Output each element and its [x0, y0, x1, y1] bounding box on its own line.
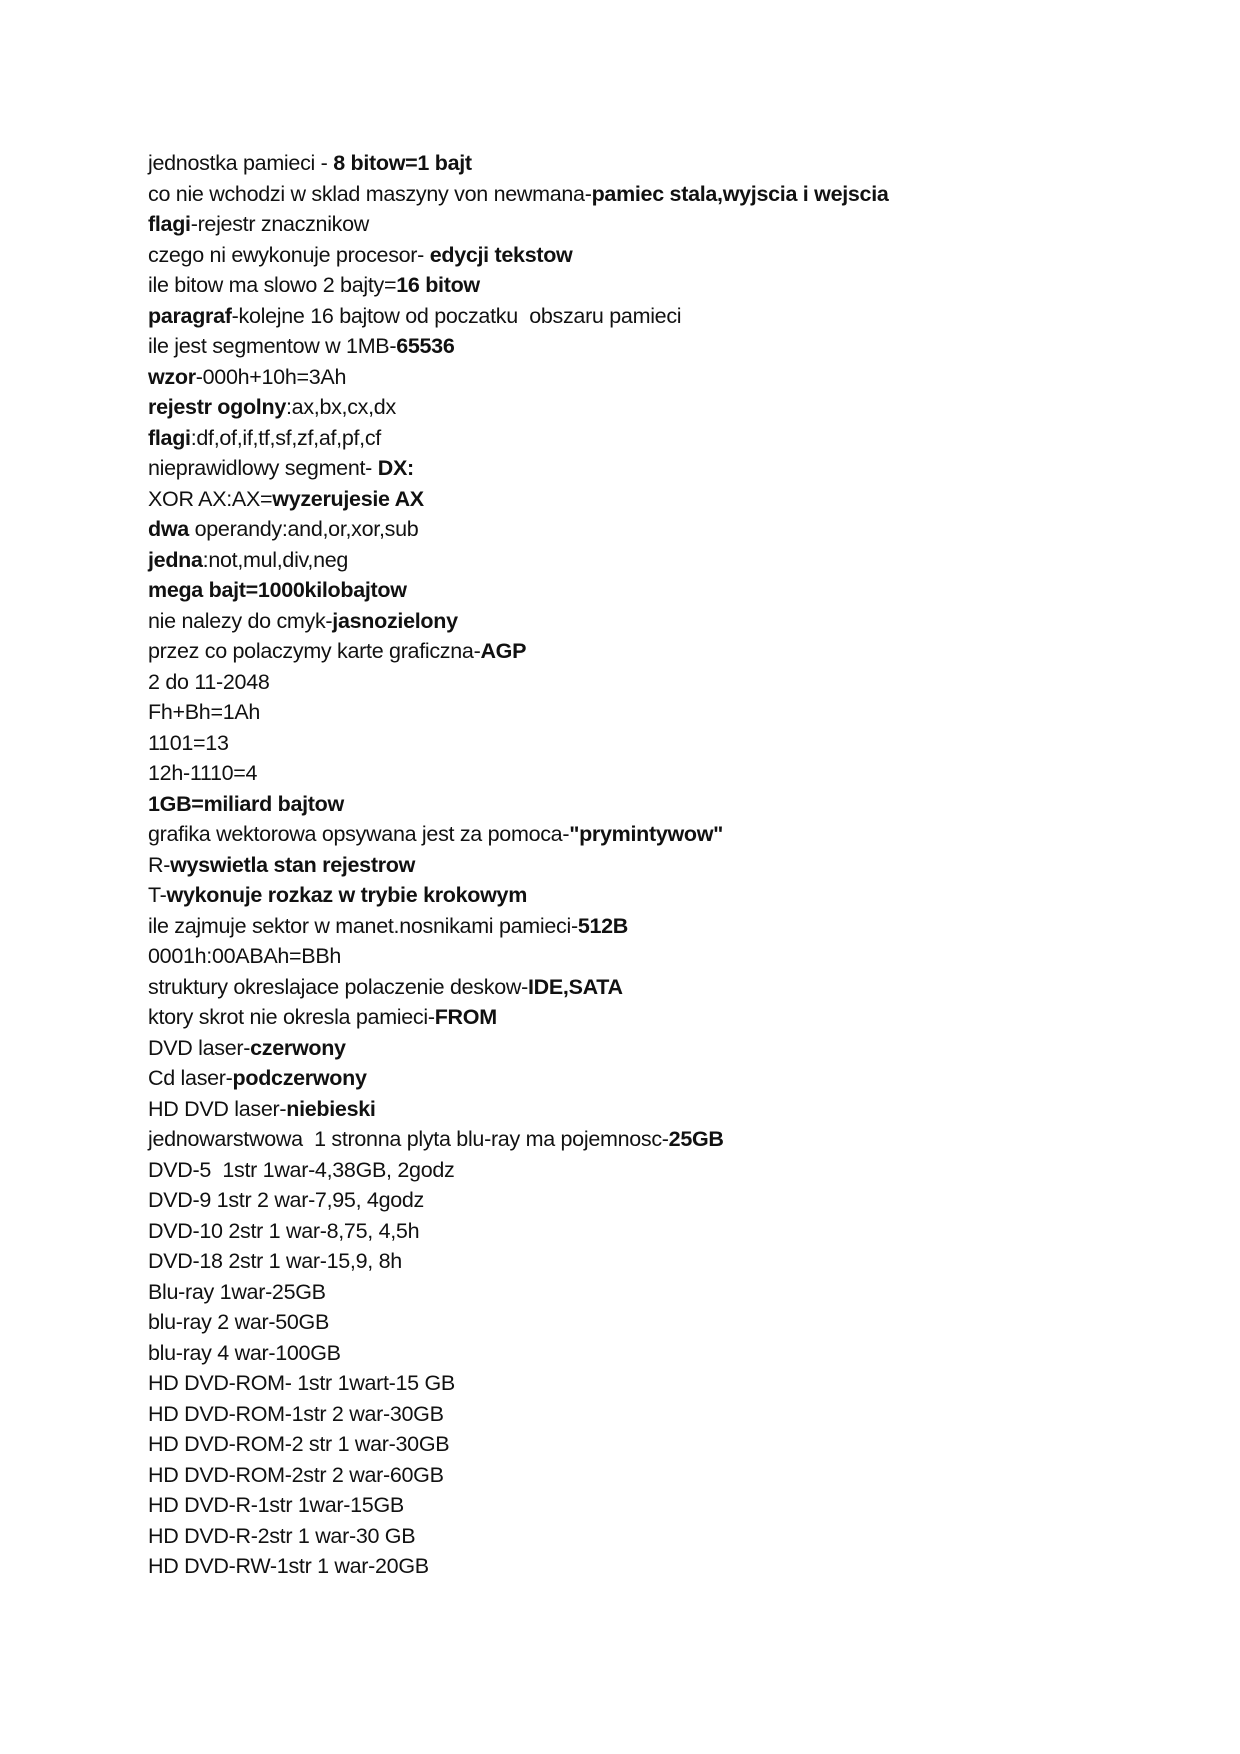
text-segment: 1101=13 [148, 730, 229, 755]
text-line [148, 1094, 1148, 1125]
text-line [148, 1033, 1148, 1064]
bold-text: edycji tekstow [429, 242, 573, 267]
notes-list [148, 148, 1148, 1582]
text-line [148, 1307, 1148, 1338]
text-line [148, 1216, 1148, 1247]
text-line [148, 1338, 1148, 1369]
bold-text: 65536 [396, 334, 455, 358]
text-line [148, 819, 1148, 850]
text-segment: :ax,bx,cx,dx [285, 395, 396, 419]
text-segment: 2 do 11-2048 [148, 669, 270, 694]
text-line [148, 392, 1148, 423]
text-segment: T- [148, 883, 167, 907]
text-segment: DVD-10 2str 1 war-8,75, 4,5h [148, 1218, 420, 1243]
text-line [148, 453, 1148, 484]
text-line [148, 1460, 1148, 1491]
bold-text: pamiec stala,wyjscia i wejscia [591, 181, 889, 206]
text-line [148, 941, 1148, 972]
text-segment: czego ni ewykonuje procesor- [148, 242, 430, 267]
text-line [148, 423, 1148, 454]
text-segment: R- [148, 852, 171, 877]
bold-text: FROM [434, 1005, 497, 1029]
text-line [148, 667, 1148, 698]
text-segment: DVD-18 2str 1 war-15,9, 8h [148, 1249, 402, 1273]
text-line [148, 1368, 1148, 1399]
text-line [148, 1155, 1148, 1186]
bold-text: wykonuje rozkaz w trybie krokowym [166, 883, 528, 907]
text-line [148, 850, 1148, 881]
text-segment: :df,of,if,tf,sf,zf,af,pf,cf [190, 425, 381, 450]
text-segment: przez co polaczymy karte graficzna- [148, 639, 481, 663]
bold-text: wyzerujesie AX [272, 486, 424, 511]
text-line [148, 301, 1148, 332]
text-line [148, 1246, 1148, 1277]
text-line [148, 545, 1148, 576]
text-line [148, 331, 1148, 362]
text-segment: Cd laser- [148, 1066, 233, 1090]
text-segment: ile bitow ma slowo 2 bajty= [148, 273, 397, 297]
text-line [148, 697, 1148, 728]
text-segment: jednowarstwowa 1 stronna plyta blu-ray ma pojemnosc- [148, 1127, 669, 1151]
text-line [148, 911, 1148, 942]
text-segment: XOR AX:AX= [148, 486, 273, 511]
text-segment: jednostka pamieci - [148, 151, 334, 175]
text-line [148, 1002, 1148, 1033]
text-segment: 0001h:00ABAh=BBh [148, 944, 342, 968]
text-segment: HD DVD-R-1str 1war-15GB [148, 1493, 404, 1517]
bold-text: wyswietla stan rejestrow [170, 852, 416, 877]
text-line [148, 636, 1148, 667]
text-segment: HD DVD laser- [148, 1096, 287, 1121]
text-segment: blu-ray 4 war-100GB [148, 1340, 341, 1365]
bold-text: mega bajt=1000kilobajtow [148, 578, 407, 602]
bold-text: jasnozielony [332, 608, 458, 633]
text-segment: DVD-9 1str 2 war-7,95, 4godz [148, 1188, 425, 1212]
text-segment: HD DVD-RW-1str 1 war-20GB [148, 1554, 429, 1578]
text-segment: blu-ray 2 war-50GB [148, 1310, 330, 1334]
bold-text: 16 bitow [396, 273, 480, 297]
text-line [148, 1429, 1148, 1460]
text-segment: nie nalezy do cmyk- [148, 608, 333, 633]
text-segment: ktory skrot nie okresla pamieci- [148, 1005, 435, 1029]
text-segment: ile jest segmentow w 1MB- [148, 334, 397, 358]
bold-text: 1GB=miliard bajtow [148, 791, 344, 816]
text-segment: -kolejne 16 bajtow od poczatku obszaru pamieci [231, 303, 682, 328]
bold-text: AGP [480, 639, 527, 663]
text-segment: ile zajmuje sektor w manet.nosnikami pamieci- [148, 913, 578, 938]
text-line [148, 880, 1148, 911]
bold-text: czerwony [250, 1035, 346, 1060]
text-line [148, 209, 1148, 240]
text-line [148, 728, 1148, 759]
bold-text: niebieski [286, 1096, 376, 1121]
text-line [148, 1185, 1148, 1216]
bold-text: flagi [148, 425, 191, 450]
text-line [148, 606, 1148, 637]
text-line [148, 1521, 1148, 1552]
bold-text: 25GB [668, 1127, 724, 1151]
text-line [148, 1063, 1148, 1094]
text-segment: HD DVD-ROM-2str 2 war-60GB [148, 1462, 444, 1487]
bold-text: wzor [148, 364, 196, 389]
text-line [148, 972, 1148, 1003]
bold-text: "prymintywow" [569, 822, 724, 846]
text-line [148, 1551, 1148, 1582]
text-line [148, 484, 1148, 515]
text-line [148, 1490, 1148, 1521]
bold-text: IDE,SATA [527, 974, 623, 999]
text-segment: struktury okreslajace polaczenie deskow- [148, 974, 528, 999]
text-line [148, 362, 1148, 393]
text-line [148, 758, 1148, 789]
bold-text: DX: [377, 456, 414, 480]
text-segment: nieprawidlowy segment- [148, 456, 378, 480]
text-segment: HD DVD-ROM-2 str 1 war-30GB [148, 1432, 450, 1456]
bold-text: flagi [148, 212, 191, 236]
text-line [148, 179, 1148, 210]
text-line [148, 240, 1148, 271]
text-line [148, 575, 1148, 606]
text-segment: DVD-5 1str 1war-4,38GB, 2godz [148, 1157, 455, 1182]
bold-text: paragraf [148, 303, 232, 328]
text-segment: operandy:and,or,xor,sub [188, 517, 419, 541]
text-line [148, 514, 1148, 545]
bold-text: 512B [577, 913, 629, 938]
bold-text: jedna [148, 547, 203, 572]
text-segment: HD DVD-R-2str 1 war-30 GB [148, 1523, 416, 1548]
text-line [148, 1277, 1148, 1308]
text-line [148, 1124, 1148, 1155]
text-segment: Fh+Bh=1Ah [148, 700, 261, 724]
text-line [148, 270, 1148, 301]
text-segment: HD DVD-ROM- 1str 1wart-15 GB [148, 1371, 455, 1395]
text-segment: Blu-ray 1war-25GB [148, 1279, 326, 1304]
text-line [148, 1399, 1148, 1430]
text-segment: HD DVD-ROM-1str 2 war-30GB [148, 1401, 444, 1426]
bold-text: podczerwony [232, 1066, 367, 1090]
bold-text: 8 bitow=1 bajt [333, 151, 472, 175]
text-segment: 12h-1110=4 [148, 761, 258, 785]
bold-text: rejestr ogolny [148, 395, 286, 419]
text-line [148, 148, 1148, 179]
text-segment: DVD laser- [148, 1035, 251, 1060]
text-segment: grafika wektorowa opsywana jest za pomoca- [148, 822, 570, 846]
text-segment: co nie wchodzi w sklad maszyny von newmana- [148, 181, 592, 206]
text-line [148, 789, 1148, 820]
text-segment: :not,mul,div,neg [202, 547, 349, 572]
bold-text: dwa [148, 517, 189, 541]
text-segment: -000h+10h=3Ah [195, 364, 347, 389]
text-segment: -rejestr znacznikow [190, 212, 370, 236]
